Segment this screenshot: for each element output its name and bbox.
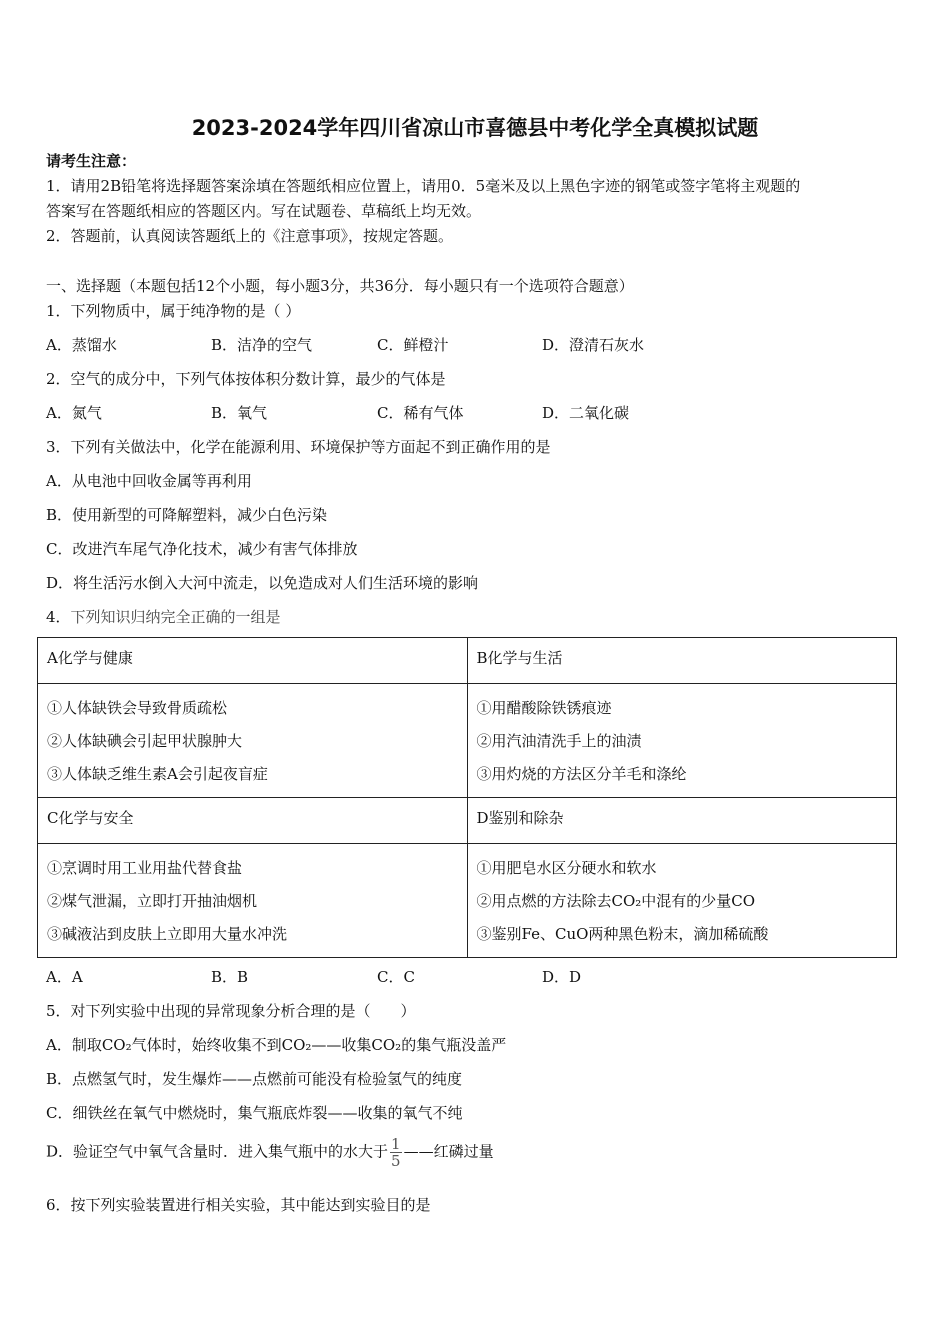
table-cell-c — [38, 844, 468, 958]
table-a-item: ③人体缺乏维生素A会引起夜盲症 — [47, 765, 268, 783]
section-heading: 一、选择题（本题包括12个小题，每小题3分，共36分．每小题只有一个选项符合题意） — [46, 277, 634, 295]
question-1-stem: 1．下列物质中，属于纯净物的是（ ） — [46, 302, 301, 320]
question-5-option-a[interactable]: A．制取CO₂气体时，始终收集不到CO₂——收集CO₂的集气瓶没盖严 — [46, 1036, 507, 1054]
question-5-option-c[interactable]: C．细铁丝在氧气中燃烧时，集气瓶底炸裂——收集的氧气不纯 — [46, 1104, 463, 1122]
question-2-option-c[interactable]: C．稀有气体 — [377, 404, 464, 422]
question-1-option-d[interactable]: D．澄清石灰水 — [542, 336, 645, 354]
table-c-item: ②煤气泄漏，立即打开抽油烟机 — [47, 892, 258, 910]
table-c-item: ③碱液沾到皮肤上立即用大量水冲洗 — [47, 925, 288, 943]
page-title: 2023-2024学年四川省凉山市喜德县中考化学全真模拟试题 — [191, 116, 759, 140]
question-5-stem: 5．对下列实验中出现的异常现象分析合理的是（ ） — [46, 1002, 416, 1020]
question-5-option-d-suffix: ——红磷过量 — [403, 1142, 494, 1161]
table-c-item: ①烹调时用工业用盐代替食盐 — [47, 859, 243, 877]
knowledge-table — [37, 637, 897, 958]
fraction-numerator: 1 — [391, 1135, 401, 1153]
question-4-option-c[interactable]: C．C — [377, 968, 415, 986]
table-d-item: ①用肥皂水区分硬水和软水 — [476, 859, 657, 877]
notice-line-1a: 1．请用2B铅笔将选择题答案涂填在答题纸相应位置上，请用0．5毫米及以上黑色字迹的钢笔或签字笔将主观题的 — [46, 177, 801, 195]
question-4-number: 4． — [46, 608, 71, 626]
question-4-text: 下列知识归纳完全正确的一组是 — [70, 608, 281, 626]
table-head-c: C化学与安全 — [38, 798, 468, 844]
table-b-item: ③用灼烧的方法区分羊毛和涤纶 — [476, 765, 687, 783]
notice-line-2: 2．答题前，认真阅读答题纸上的《注意事项》，按规定答题。 — [46, 227, 454, 245]
table-head-d: D鉴别和除杂 — [467, 798, 897, 844]
table-head-a: A化学与健康 — [38, 638, 468, 684]
table-b-item: ①用醋酸除铁锈痕迹 — [476, 699, 612, 717]
fraction-one-fifth — [390, 1136, 402, 1169]
table-head-b: B化学与生活 — [467, 638, 897, 684]
table-cell-b — [467, 684, 897, 798]
question-2-option-b[interactable]: B．氧气 — [211, 404, 268, 422]
question-3-option-c[interactable]: C．改进汽车尾气净化技术，减少有害气体排放 — [46, 540, 358, 558]
question-5-option-d-prefix: D．验证空气中氧气含量时．进入集气瓶中的水大于 — [46, 1142, 389, 1161]
question-1-option-b[interactable]: B．洁净的空气 — [211, 336, 313, 354]
question-2-option-a[interactable]: A．氮气 — [46, 404, 102, 422]
question-4-option-b[interactable]: B．B — [211, 968, 249, 986]
question-1-option-c[interactable]: C．鲜橙汁 — [377, 336, 449, 354]
question-3-stem: 3．下列有关做法中，化学在能源利用、环境保护等方面起不到正确作用的是 — [46, 438, 551, 456]
notice-line-1b: 答案写在答题纸相应的答题区内。写在试题卷、草稿纸上均无效。 — [46, 202, 482, 220]
question-6-stem: 6．按下列实验装置进行相关实验，其中能达到实验目的是 — [46, 1196, 431, 1214]
question-1-option-a[interactable]: A．蒸馏水 — [46, 336, 117, 354]
question-4-stem — [46, 606, 281, 628]
notice-heading: 请考生注意： — [46, 152, 137, 170]
table-d-item: ③鉴别Fe、CuO两种黑色粉末，滴加稀硫酸 — [476, 925, 769, 943]
table-cell-a — [38, 684, 468, 798]
question-5-option-b[interactable]: B．点燃氢气时，发生爆炸——点燃前可能没有检验氢气的纯度 — [46, 1070, 463, 1088]
table-d-item: ②用点燃的方法除去CO₂中混有的少量CO — [476, 892, 756, 910]
table-cell-d — [467, 844, 897, 958]
question-2-stem: 2．空气的成分中，下列气体按体积分数计算，最少的气体是 — [46, 370, 446, 388]
table-b-item: ②用汽油清洗手上的油渍 — [476, 732, 642, 750]
question-5-option-d[interactable] — [46, 1136, 494, 1169]
question-3-option-b[interactable]: B．使用新型的可降解塑料，减少白色污染 — [46, 506, 328, 524]
question-2-option-d[interactable]: D．二氧化碳 — [542, 404, 630, 422]
question-4-option-d[interactable]: D．D — [542, 968, 582, 986]
table-a-item: ①人体缺铁会导致骨质疏松 — [47, 699, 228, 717]
question-3-option-d[interactable]: D．将生活污水倒入大河中流走，以免造成对人们生活环境的影响 — [46, 574, 479, 592]
table-a-item: ②人体缺碘会引起甲状腺肿大 — [47, 732, 243, 750]
question-3-option-a[interactable]: A．从电池中回收金属等再利用 — [46, 472, 252, 490]
fraction-denominator: 5 — [391, 1152, 401, 1170]
question-4-option-a[interactable]: A．A — [46, 968, 83, 986]
